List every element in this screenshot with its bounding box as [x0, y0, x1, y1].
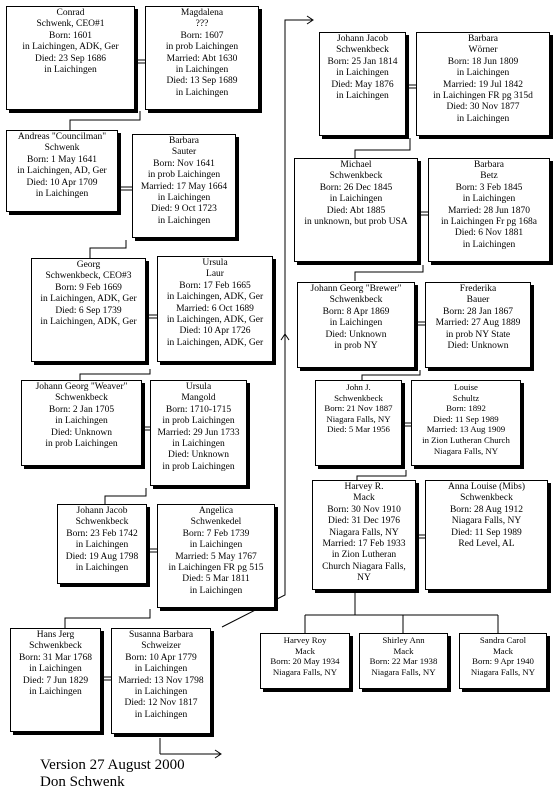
- person-detail: Born: 20 May 1934: [270, 656, 340, 667]
- person-detail: Married: 6 Oct 1689: [176, 303, 254, 314]
- person-detail: Niagara Falls, NY: [371, 666, 436, 677]
- person-surname: Schwenkbeck: [75, 517, 129, 528]
- person-detail: Died: 30 Nov 1877: [446, 102, 520, 113]
- person-andreas-schwenk: [6, 130, 118, 212]
- person-detail: Born: Nov 1641: [153, 158, 215, 169]
- person-name: Barbara: [168, 136, 200, 146]
- descent-line: [65, 609, 150, 628]
- person-detail: Born: 9 Feb 1669: [55, 282, 122, 293]
- person-detail: in Laichingen: [189, 540, 243, 551]
- person-shirley-ann-mack: [359, 633, 448, 689]
- person-johann-georg-brewer: [297, 282, 415, 368]
- person-detail: Married: 19 Jul 1842: [443, 79, 523, 90]
- person-ursula-mangold: [150, 380, 247, 486]
- person-name: Johann Georg "Brewer": [310, 284, 402, 294]
- person-detail: Died: 11 Sep 1989: [433, 413, 499, 424]
- person-name: Barbara: [473, 160, 505, 170]
- marriage-link: [142, 427, 150, 430]
- marriage-link: [416, 535, 425, 538]
- person-detail: Born: 17 Feb 1665: [179, 280, 251, 291]
- marriage-link: [101, 677, 111, 680]
- person-detail: Married: 13 Nov 1798: [118, 675, 204, 686]
- person-johann-jacob-1742: [57, 504, 147, 584]
- person-detail: Born: 28 Jan 1867: [443, 306, 513, 317]
- person-detail: Died: 31 Dec 1976: [327, 516, 401, 527]
- person-detail: in Laichingen: [157, 193, 211, 204]
- person-detail: Born: 31 Mar 1768: [18, 652, 93, 663]
- person-detail: in Laichingen: [75, 540, 129, 551]
- person-susanna-barbara: [111, 628, 211, 734]
- person-name: Conrad: [56, 8, 85, 18]
- person-detail: Niagara Falls, NY: [329, 527, 399, 538]
- person-detail: in Laichingen: [75, 563, 129, 574]
- person-detail: Born: 26 Dec 1845: [319, 182, 393, 193]
- descent-line: [90, 240, 126, 258]
- person-detail: Died: Unknown: [51, 427, 112, 438]
- person-detail: in Laichingen, ADK, Ger: [40, 294, 137, 305]
- person-name: Ursula: [202, 258, 228, 268]
- descent-line: [105, 488, 146, 504]
- person-anna-louise-mibs: [425, 480, 548, 590]
- person-surname: Schweizer: [141, 641, 181, 652]
- person-angelica-schwenkedel: [157, 504, 275, 608]
- person-detail: in prob Laichingen: [45, 439, 118, 450]
- person-surname: Schwenkbeck: [336, 45, 389, 56]
- person-name: John J.: [346, 382, 371, 392]
- person-detail: Married: 28 Jun 1870: [447, 205, 531, 216]
- person-magdalena: [145, 6, 259, 110]
- person-louise-schultz: [411, 380, 521, 466]
- person-surname: Sauter: [171, 147, 197, 158]
- person-detail: in Laichingen, ADK, Ger: [40, 317, 137, 328]
- person-name: Shirley Ann: [382, 635, 425, 645]
- person-detail: Died: Unknown: [447, 341, 509, 352]
- person-surname: Schwenkedel: [190, 517, 242, 528]
- person-johann-jacob-1814: [319, 32, 406, 136]
- version-label: Version 27 August 2000: [40, 757, 185, 773]
- person-detail: Born: 30 Nov 1910: [327, 504, 401, 515]
- person-name: Johann Jacob: [76, 506, 128, 516]
- person-detail: in prob NY State: [445, 329, 511, 340]
- marriage-link: [135, 60, 145, 63]
- descent-line: [305, 615, 498, 633]
- person-johann-georg-weaver: [21, 380, 142, 466]
- person-name: Sandra Carol: [479, 635, 527, 645]
- person-name: Frederika: [459, 284, 497, 294]
- person-georg-schwenkbeck: [31, 258, 146, 362]
- person-detail: Died: Unknown: [168, 450, 229, 461]
- person-detail: Died: Unknown: [325, 329, 387, 340]
- person-sandra-carol-mack: [459, 633, 547, 689]
- person-detail: Married: 17 Feb 1933: [322, 539, 406, 550]
- person-detail: Died: 7 Jun 1829: [22, 675, 89, 686]
- person-detail: Born: 7 Feb 1739: [182, 528, 250, 539]
- person-detail: Born: 1601: [48, 30, 92, 41]
- person-surname: Schwenkbeck, CEO#3: [45, 271, 132, 282]
- person-detail: in Laichingen: [456, 113, 510, 124]
- person-detail: in Laichingen, ADK, Ger: [166, 292, 264, 303]
- person-name: Louise: [454, 382, 478, 392]
- person-detail: Born: 1 May 1641: [27, 154, 97, 165]
- descent-line: [80, 369, 150, 380]
- person-detail: Born: 10 Apr 1779: [125, 652, 197, 663]
- person-detail: Church Niagara Falls,: [322, 561, 406, 572]
- person-detail: Born: 18 Jun 1809: [447, 56, 519, 67]
- person-name: Johann Jacob: [337, 34, 388, 44]
- person-surname: Bauer: [466, 295, 490, 306]
- person-detail: in Laichingen, ADK, Ger: [166, 315, 264, 326]
- person-detail: in Laichingen, AD, Ger: [17, 166, 107, 177]
- person-detail: in Zion Lutheran: [331, 550, 397, 561]
- marriage-link: [146, 315, 157, 318]
- person-detail: in prob Laichingen: [165, 42, 239, 53]
- person-detail: in Laichingen: [134, 709, 188, 720]
- person-surname: Mangold: [181, 393, 216, 404]
- person-detail: Born: 28 Aug 1912: [449, 504, 524, 515]
- person-detail: Niagara Falls, NY: [326, 413, 391, 424]
- descent-line: [357, 470, 406, 480]
- person-detail: Died: 5 Mar 1956: [327, 424, 390, 435]
- person-detail: in Laichingen: [35, 189, 89, 200]
- person-name: Johann Georg "Weaver": [35, 382, 128, 392]
- person-detail: Born: 2 Jan 1705: [48, 404, 115, 415]
- person-detail: Red Level, AL: [458, 539, 515, 550]
- person-detail: in Laichingen: [44, 65, 97, 76]
- person-surname: Schwenkbeck: [329, 171, 383, 182]
- person-harvey-r-mack: [312, 480, 416, 590]
- person-surname: Betz: [480, 171, 498, 182]
- person-barbara-betz: [428, 158, 550, 262]
- person-name: Hans Jerg: [36, 630, 75, 640]
- marriage-link: [402, 423, 411, 426]
- person-detail: Died: 6 Nov 1881: [454, 228, 524, 239]
- person-detail: Died: 9 Oct 1723: [151, 204, 217, 215]
- person-detail: Married: Abt 1630: [166, 53, 238, 64]
- person-detail: in Laichingen: [157, 215, 211, 226]
- person-surname: Schwenkbeck: [334, 392, 383, 403]
- author-label: Don Schwenk: [40, 774, 125, 790]
- person-name: Michael: [340, 160, 372, 170]
- person-detail: Niagara Falls, NY: [272, 666, 338, 677]
- person-surname: Mack: [294, 645, 316, 656]
- person-name: Harvey R.: [344, 482, 384, 492]
- person-surname: Wörner: [468, 45, 498, 56]
- person-detail: in Laichingen Fr pg 168a: [440, 217, 538, 228]
- person-detail: in Laichingen FR pg 315d: [433, 91, 533, 102]
- person-detail: in Laichingen: [189, 585, 243, 596]
- person-detail: in Laichingen: [329, 194, 383, 205]
- person-detail: in Laichingen: [29, 687, 82, 698]
- person-detail: Born: 22 Mar 1938: [369, 656, 438, 667]
- descent-line: [355, 265, 423, 281]
- person-detail: in Laichingen: [329, 318, 383, 329]
- person-detail: Died: 19 Aug 1798: [65, 551, 139, 562]
- person-john-j-schwenkbeck: [315, 380, 402, 466]
- person-surname: ???: [195, 19, 209, 30]
- marriage-link: [415, 322, 425, 325]
- person-detail: Died: 10 Apr 1709: [26, 177, 98, 188]
- person-detail: in prob NY: [334, 341, 378, 352]
- person-name: Susanna Barbara: [128, 630, 194, 640]
- marriage-link: [118, 187, 132, 190]
- person-detail: Niagara Falls, NY: [433, 445, 499, 456]
- person-detail: in Laichingen FR pg 515: [168, 563, 264, 574]
- marriage-link: [406, 85, 416, 88]
- marriage-link: [147, 549, 157, 552]
- person-name: Ursula: [185, 382, 212, 392]
- version-footer: [40, 757, 185, 791]
- person-surname: Schwenk, CEO#1: [36, 19, 105, 30]
- person-detail: Married: 27 Aug 1889: [435, 318, 521, 329]
- person-name: Harvey Roy: [283, 635, 327, 645]
- person-surname: Schwenkbeck: [329, 295, 383, 306]
- person-detail: Born: 3 Feb 1845: [455, 182, 523, 193]
- person-detail: Died: 13 Sep 1689: [166, 76, 238, 87]
- person-detail: in prob Laichingen: [162, 416, 235, 427]
- descent-line: [70, 111, 140, 130]
- person-detail: Born: 9 Apr 1940: [472, 656, 534, 667]
- person-surname: Mack: [492, 645, 514, 656]
- person-detail: in Laichingen: [29, 664, 82, 675]
- person-surname: Schultz: [452, 392, 480, 403]
- person-detail: in Laichingen: [134, 687, 188, 698]
- person-detail: in Laichingen: [462, 194, 516, 205]
- person-detail: Died: 11 Sep 1989: [451, 527, 522, 538]
- person-detail: Niagara Falls, NY: [470, 666, 536, 677]
- person-harvey-roy-mack: [260, 633, 350, 689]
- person-detail: Married: 29 Jun 1733: [157, 427, 240, 438]
- person-surname: Schwenkbeck: [55, 393, 108, 404]
- person-frederika-bauer: [425, 282, 531, 368]
- descent-line: [355, 138, 410, 158]
- person-detail: in unknown, but prob USA: [304, 217, 408, 228]
- person-detail: Married: 5 May 1767: [175, 551, 257, 562]
- person-hans-jerg: [10, 628, 101, 732]
- person-barbara-sauter: [132, 134, 236, 238]
- person-detail: in Laichingen, ADK, Ger: [22, 42, 119, 53]
- person-surname: Mack: [353, 493, 375, 504]
- person-surname: Schwenkbeck: [29, 641, 82, 652]
- person-barbara-worner: [416, 32, 550, 136]
- person-detail: Died: May 1876: [331, 79, 394, 90]
- person-detail: in Laichingen: [175, 65, 229, 76]
- person-detail: Died: 6 Sep 1739: [55, 305, 122, 316]
- person-detail: in Laichingen: [172, 439, 225, 450]
- person-ursula-laur: [157, 256, 273, 362]
- person-detail: Died: 23 Sep 1686: [35, 53, 106, 64]
- person-detail: in Laichingen: [336, 68, 389, 79]
- person-detail: in Zion Lutheran Church: [422, 434, 510, 445]
- person-name: Angelica: [198, 506, 234, 516]
- person-detail: Died: Abt 1885: [326, 205, 386, 216]
- person-detail: in Laichingen: [134, 664, 188, 675]
- marriage-link: [418, 212, 428, 215]
- person-detail: Died: 5 Mar 1811: [182, 574, 250, 585]
- person-detail: in Laichingen: [336, 91, 389, 102]
- person-detail: Born: 23 Feb 1742: [66, 528, 138, 539]
- person-surname: Laur: [206, 269, 224, 280]
- person-michael-schwenkbeck: [294, 158, 418, 262]
- person-name: Andreas "Councilman": [17, 132, 107, 142]
- person-detail: in Laichingen: [55, 416, 108, 427]
- person-name: Barbara: [467, 34, 499, 44]
- person-detail: Born: 1607: [180, 30, 224, 41]
- person-name: Georg: [76, 260, 101, 270]
- person-detail: Born: 1710-1715: [165, 404, 232, 415]
- person-detail: in Laichingen: [456, 68, 510, 79]
- person-detail: Niagara Falls, NY: [451, 516, 522, 527]
- person-name: Anna Louise (Mibs): [447, 482, 526, 492]
- person-surname: Schwenk: [44, 143, 80, 154]
- person-name: Magdalena: [180, 8, 224, 18]
- person-detail: Married: 13 Aug 1909: [426, 424, 506, 435]
- person-conrad-schwenk: [6, 6, 135, 110]
- person-detail: Died: 10 Apr 1726: [179, 326, 251, 337]
- person-detail: in Laichingen, ADK, Ger: [166, 337, 264, 348]
- person-detail: Born: 1892: [446, 403, 486, 414]
- person-detail: Born: 21 Nov 1887: [324, 403, 393, 414]
- person-detail: Died: 12 Nov 1817: [124, 698, 198, 709]
- person-detail: in prob Laichingen: [147, 170, 221, 181]
- person-detail: Married: 17 May 1664: [140, 181, 228, 192]
- person-detail: in prob Laichingen: [162, 461, 235, 472]
- person-detail: Born: 25 Jan 1814: [327, 56, 398, 67]
- person-detail: NY: [357, 573, 371, 584]
- descent-line: [362, 370, 420, 380]
- person-detail: Born: 8 Apr 1869: [322, 306, 390, 317]
- person-detail: in Laichingen: [175, 87, 229, 98]
- person-surname: Mack: [393, 645, 414, 656]
- person-surname: Schwenkbeck: [460, 493, 513, 504]
- person-detail: in Laichingen: [462, 239, 516, 250]
